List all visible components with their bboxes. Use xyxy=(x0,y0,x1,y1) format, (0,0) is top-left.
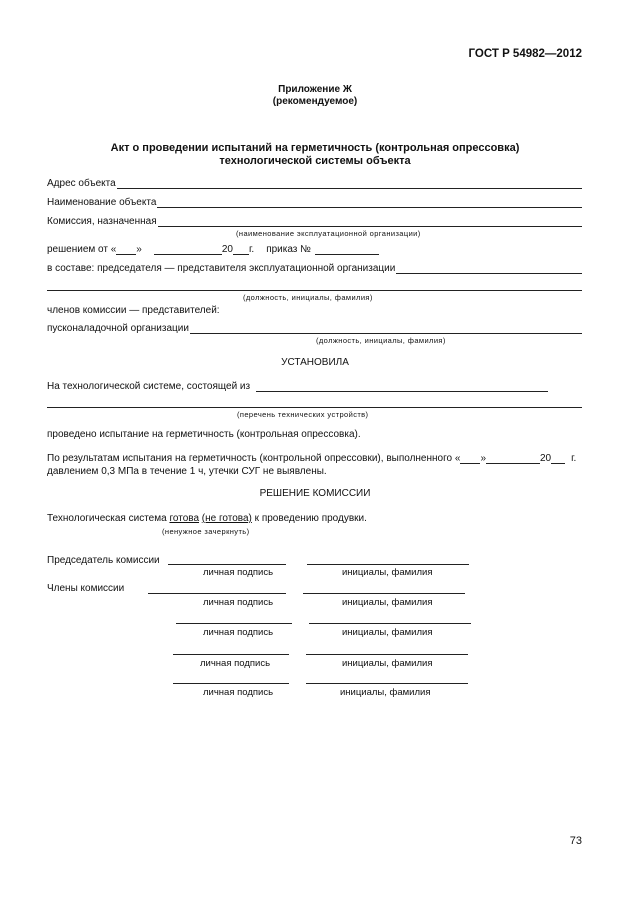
member3-signature-line[interactable] xyxy=(173,654,289,655)
member4-signature-line[interactable] xyxy=(173,683,289,684)
member3-name-line[interactable] xyxy=(306,654,468,655)
address-line[interactable] xyxy=(117,179,582,189)
results-text-b: » xyxy=(480,453,486,464)
members-signatures-label: Члены комиссии xyxy=(47,583,125,594)
system-field xyxy=(47,381,548,392)
decision-prefix-text: Технологическая система xyxy=(47,513,167,524)
devices-line[interactable] xyxy=(47,407,582,408)
member2-signature-line[interactable] xyxy=(176,623,292,624)
commissioning-org-label: пусконаладочной организации xyxy=(47,323,189,334)
decision-ready[interactable]: готова xyxy=(169,513,200,524)
appendix-subtitle: (рекомендуемое) xyxy=(272,96,358,107)
system-label: На технологической системе, состоящей из xyxy=(47,381,251,392)
act-title-line1: Акт о проведении испытаний на герметичность (контрольная опрессовка) xyxy=(110,142,520,154)
commissioning-org-line[interactable] xyxy=(190,324,582,334)
member4-signature-caption: личная подпись xyxy=(203,687,274,698)
chairman-name-line[interactable] xyxy=(307,564,469,565)
decision-month-line[interactable] xyxy=(154,245,222,255)
commission-caption: (наименование эксплуатационной организации) xyxy=(236,229,421,238)
commission-line[interactable] xyxy=(158,217,582,227)
member2-name-caption: инициалы, фамилия xyxy=(342,627,433,638)
composition-line[interactable] xyxy=(396,264,582,274)
standard-number: ГОСТ Р 54982—2012 xyxy=(468,48,582,60)
decision-prefix: решением от « xyxy=(47,244,117,255)
chairman-signature-line[interactable] xyxy=(168,564,286,565)
member3-signature-caption: личная подпись xyxy=(200,658,271,669)
commission-field xyxy=(47,216,582,227)
decision-quote-close: » xyxy=(136,244,142,255)
member1-signature-caption: личная подпись xyxy=(203,597,274,608)
appendix-title: Приложение Ж xyxy=(278,84,352,95)
devices-caption: (перечень технических устройств) xyxy=(237,410,369,419)
decision-suffix-text: к проведению продувки. xyxy=(254,513,367,524)
order-number-line[interactable] xyxy=(315,245,379,255)
commissioning-org-field xyxy=(47,323,582,334)
test-text: проведено испытание на герметичность (контрольная опрессовка). xyxy=(47,429,361,440)
chairman-name-caption: инициалы, фамилия xyxy=(342,567,433,578)
member1-name-caption: инициалы, фамилия xyxy=(342,597,433,608)
page-number: 73 xyxy=(569,835,582,847)
system-line[interactable] xyxy=(256,382,548,392)
chairman-label: Председатель комиссии xyxy=(47,555,160,566)
decision-day-line[interactable] xyxy=(116,245,136,255)
object-name-line[interactable] xyxy=(157,198,582,208)
results-line2: давлением 0,3 МПа в течение 1 ч, утечки СУГ не выявлены. xyxy=(47,466,327,477)
member1-name-line[interactable] xyxy=(303,593,465,594)
object-name-field xyxy=(47,197,582,208)
members-label: членов комиссии — представителей: xyxy=(47,305,220,316)
member4-name-caption: инициалы, фамилия xyxy=(340,687,431,698)
decision-heading: РЕШЕНИЕ КОМИССИИ xyxy=(259,488,371,499)
member1-signature-line[interactable] xyxy=(148,593,286,594)
position-caption-2: (должность, инициалы, фамилия) xyxy=(316,336,446,345)
decision-g: г. xyxy=(248,244,255,255)
established-heading: УСТАНОВИЛА xyxy=(281,357,349,368)
results-month-line[interactable] xyxy=(486,454,540,464)
member3-name-caption: инициалы, фамилия xyxy=(342,658,433,669)
decision-year-line[interactable] xyxy=(233,245,249,255)
address-field xyxy=(47,178,582,189)
composition-label: в составе: председателя — представителя эксплуатационной организации xyxy=(47,263,396,274)
commission-label: Комиссия, назначенная xyxy=(47,216,157,227)
results-line1 xyxy=(47,453,576,464)
composition-field xyxy=(47,263,582,274)
object-name-label: Наименование объекта xyxy=(47,197,157,208)
order-label: приказ № xyxy=(266,244,311,255)
chairman-signature-caption: личная подпись xyxy=(203,567,274,578)
decision-text xyxy=(47,513,367,524)
results-year-line[interactable] xyxy=(551,454,565,464)
results-text-d: г. xyxy=(571,453,577,464)
results-text-c: 20 xyxy=(540,453,552,464)
member4-name-line[interactable] xyxy=(306,683,468,684)
results-text-a: По результатам испытания на герметичность (контрольной опрессовки), выполненного « xyxy=(47,453,461,464)
act-title-line2: технологической системы объекта xyxy=(219,155,411,167)
decision-year: 20 xyxy=(221,244,233,255)
decision-date-row xyxy=(47,244,379,255)
results-day-line[interactable] xyxy=(460,454,480,464)
decision-not-ready[interactable]: (не готова) xyxy=(201,513,252,524)
member2-signature-caption: личная подпись xyxy=(203,627,274,638)
member2-name-line[interactable] xyxy=(309,623,471,624)
chairman-position-line[interactable] xyxy=(47,290,582,291)
strike-caption: (ненужное зачеркнуть) xyxy=(162,527,250,536)
address-label: Адрес объекта xyxy=(47,178,116,189)
position-caption-1: (должность, инициалы, фамилия) xyxy=(243,293,373,302)
